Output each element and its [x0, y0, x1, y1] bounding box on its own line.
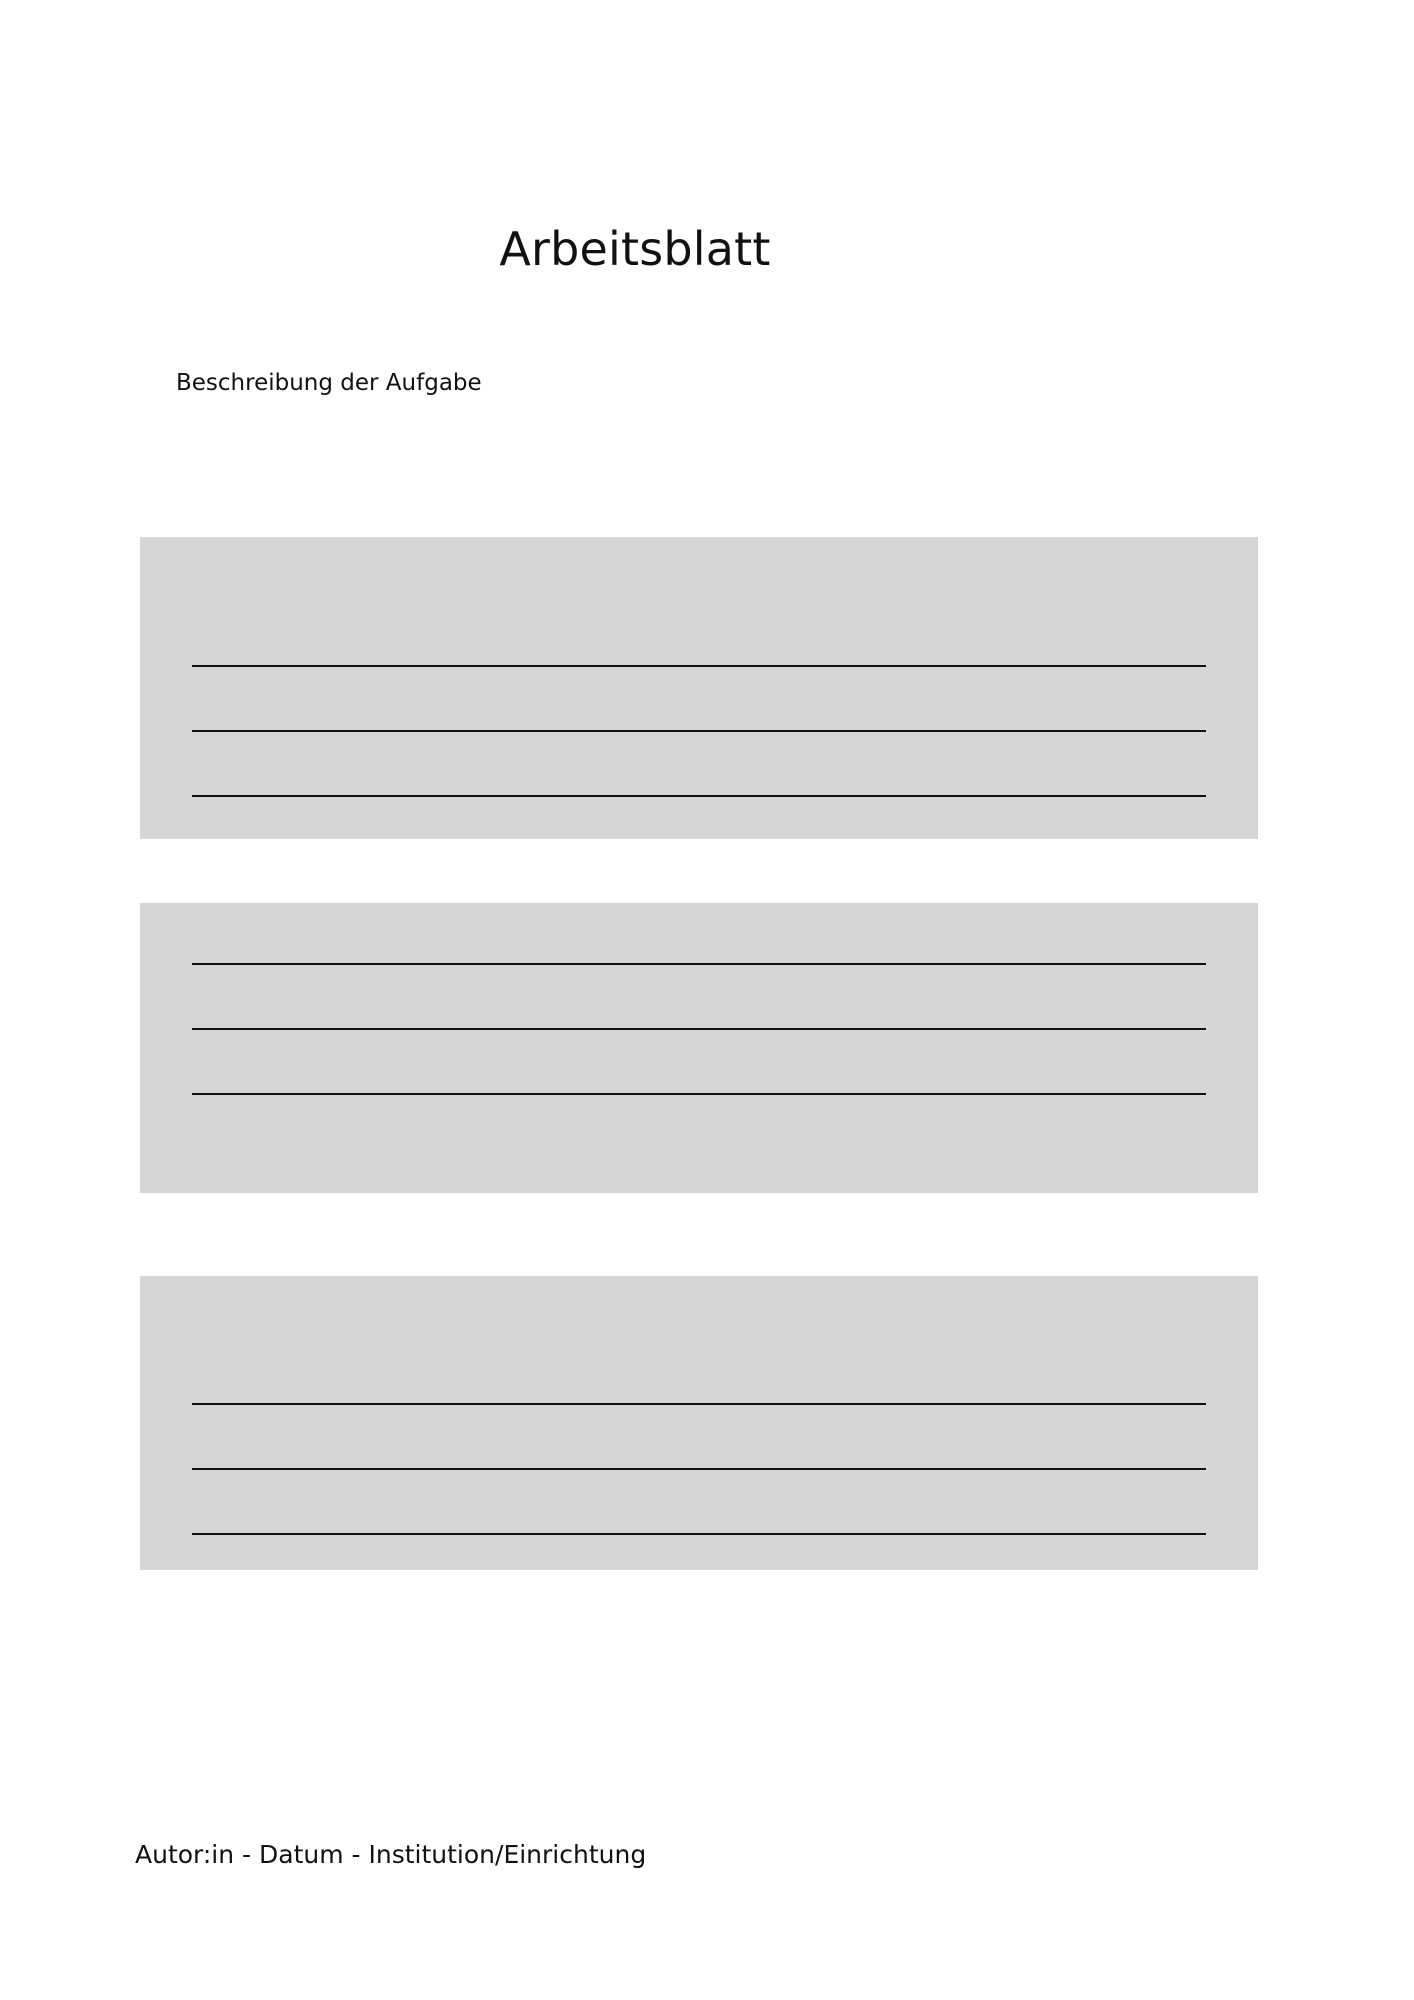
writing-lines-group-3	[192, 1403, 1206, 1598]
answer-block-1	[140, 537, 1258, 839]
writing-line	[192, 963, 1206, 965]
writing-line	[192, 1093, 1206, 1095]
writing-line	[192, 1403, 1206, 1405]
writing-line	[192, 1468, 1206, 1470]
writing-line	[192, 1533, 1206, 1535]
writing-line	[192, 665, 1206, 667]
writing-lines-group-1	[192, 665, 1206, 860]
writing-line	[192, 1028, 1206, 1030]
task-description: Beschreibung der Aufgabe	[176, 370, 482, 396]
answer-block-3	[140, 1276, 1258, 1570]
writing-line	[192, 795, 1206, 797]
footer-metadata: Autor:in - Datum - Institution/Einrichtung	[135, 1840, 647, 1869]
answer-block-2	[140, 903, 1258, 1193]
writing-lines-group-2	[192, 963, 1206, 1158]
writing-line	[192, 730, 1206, 732]
page-title: Arbeitsblatt	[499, 222, 771, 276]
